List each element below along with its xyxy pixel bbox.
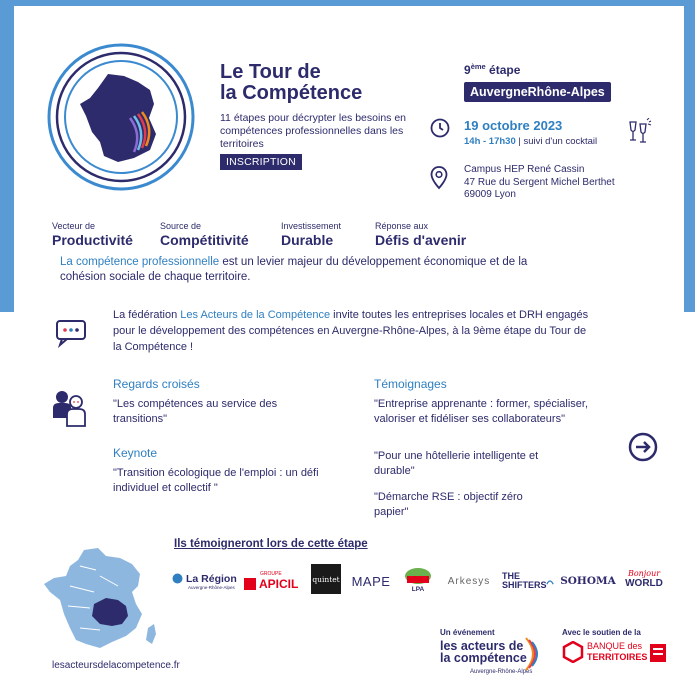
org-line-2: la compétence <box>440 651 527 665</box>
org-line-1: les acteurs de <box>440 639 524 653</box>
event-label: Un événement <box>440 628 495 637</box>
apicil-text: APICIL <box>259 577 299 591</box>
federation-prefix: La fédération <box>113 309 181 321</box>
logo-apicil <box>244 566 302 596</box>
venue-street: 47 Rue du Sergent Michel Berthet <box>464 176 615 188</box>
acteurs-competence-logo <box>440 640 532 678</box>
logo-la-region <box>172 566 238 596</box>
stage-sup: ème <box>470 62 486 71</box>
logo-sohoma <box>560 566 616 596</box>
statement-highlight: La compétence professionnelle <box>60 256 220 268</box>
banque-line-2: TERRITOIRES <box>587 652 648 662</box>
support-label: Avec le soutien de la <box>562 628 641 637</box>
pillar-competitivite <box>160 221 249 248</box>
pillar-large: Compétitivité <box>160 232 249 248</box>
mape-text: MAPE <box>351 573 391 589</box>
location-pin-icon <box>430 166 448 190</box>
champagne-glasses-icon <box>626 118 652 146</box>
logo-quintet <box>311 564 341 594</box>
title-line-2: la Compétence <box>220 82 363 104</box>
event-time <box>464 136 597 147</box>
france-map <box>40 546 160 654</box>
venue-address <box>464 164 615 202</box>
temoignage-3: "Démarche RSE : objectif zéro papier" <box>374 491 523 518</box>
stage-word: étape <box>489 63 521 77</box>
logo-the-shifters <box>502 566 554 596</box>
apicil-sub: GROUPE <box>260 571 282 577</box>
logo-arkesys <box>443 566 495 596</box>
banque-territoires-logo <box>562 640 672 666</box>
lpa-mark-icon <box>403 566 433 586</box>
pillar-large: Durable <box>281 232 334 248</box>
website-link[interactable]: lesacteursdelacompetence.fr <box>52 660 180 671</box>
arkesys-text: Arkesys <box>447 575 491 587</box>
inscription-button[interactable]: INSCRIPTION <box>220 154 302 170</box>
logo-bonjour-world <box>620 560 668 598</box>
region-badge: AuvergneRhône-Alpes <box>464 82 611 102</box>
stage-label <box>464 62 520 77</box>
speakers-title: Ils témoigneront lors de cette étape <box>174 538 368 550</box>
federation-rest: invite toutes les entreprises locales et DRH engagés pour le développement des compétences en Auvergne-Rhône-Alpes, à la 9ème étape du Tour de la Compétence ! <box>113 309 589 353</box>
temoignage-1: "Entreprise apprenante : former, spécialiser, valoriser et fidéliser ses collaborateurs" <box>374 398 588 425</box>
statement <box>60 255 530 285</box>
pillar-defis <box>375 221 466 248</box>
banque-line-1: BANQUE des <box>587 641 643 651</box>
regards-title: Regards croisés <box>113 377 200 391</box>
venue-city: 69009 Lyon <box>464 189 516 200</box>
apicil-mark-icon <box>244 578 256 590</box>
la-region-mark-icon <box>172 573 183 584</box>
acteurs-arcs-icon <box>524 636 542 672</box>
org-region: Auvergne-Rhône-Alpes <box>470 669 533 675</box>
federation-text <box>113 307 593 355</box>
lpa-text: LPA <box>411 585 425 593</box>
sohoma-text: SOHOMA <box>560 575 616 587</box>
temoignage-2: "Pour une hôtellerie intelligente et durable" <box>374 450 539 477</box>
event-hours: 14h - 17h30 <box>464 136 516 147</box>
world-text: WORLD <box>625 578 663 589</box>
la-region-sub: Auvergne-Rhône-Alpes <box>188 584 235 590</box>
keynote-text: "Transition écologique de l'emploi : un défi individuel et collectif " <box>113 467 319 494</box>
tour-competence-logo <box>46 42 196 192</box>
pillar-large: Productivité <box>52 232 133 248</box>
page-title <box>220 62 362 104</box>
pillar-productivite <box>52 221 133 248</box>
shifters-mark-icon <box>546 576 554 586</box>
next-arrow-button[interactable] <box>628 432 658 462</box>
pillar-durable <box>281 221 341 248</box>
event-time-suffix: | suivi d'un cocktail <box>518 136 598 147</box>
clock-icon <box>430 118 450 138</box>
event-date: 19 octobre 2023 <box>464 118 563 133</box>
pillar-small: Investissement <box>281 221 342 231</box>
banque-hexagon-icon <box>562 641 584 663</box>
subtitle: 11 étapes pour décrypter les besoins en compétences professionnelles dans les territoires <box>220 112 407 150</box>
shifters-text: THE SHIFTERS <box>502 571 547 590</box>
temoignages-title: Témoignages <box>374 377 447 391</box>
chat-bubble-icon <box>54 318 88 348</box>
logo-lpa <box>400 562 436 596</box>
caisse-depots-icon <box>650 644 666 662</box>
pillar-large: Défis d'avenir <box>375 232 467 248</box>
keynote-title: Keynote <box>113 446 158 460</box>
quintet-text: quintet <box>312 574 340 584</box>
federation-highlight: Les Acteurs de la Compétence <box>180 309 331 321</box>
pillar-small: Vecteur de <box>52 221 96 231</box>
bonjour-sub: Bonjour <box>627 569 661 578</box>
title-line-1: Le Tour de <box>220 61 321 83</box>
la-region-text: La Région <box>186 572 237 585</box>
people-icon <box>50 388 90 428</box>
logo-mape <box>349 566 393 596</box>
statement-rest: est un levier majeur du développement économique et de la cohésion sociale de chaque territoire. <box>60 256 528 283</box>
regards-text: "Les compétences au service des transitions" <box>113 398 278 425</box>
pillar-small: Source de <box>160 221 202 231</box>
venue-name: Campus HEP René Cassin <box>464 164 585 175</box>
pillar-small: Réponse aux <box>375 221 429 231</box>
stage-number: 9 <box>464 63 471 77</box>
